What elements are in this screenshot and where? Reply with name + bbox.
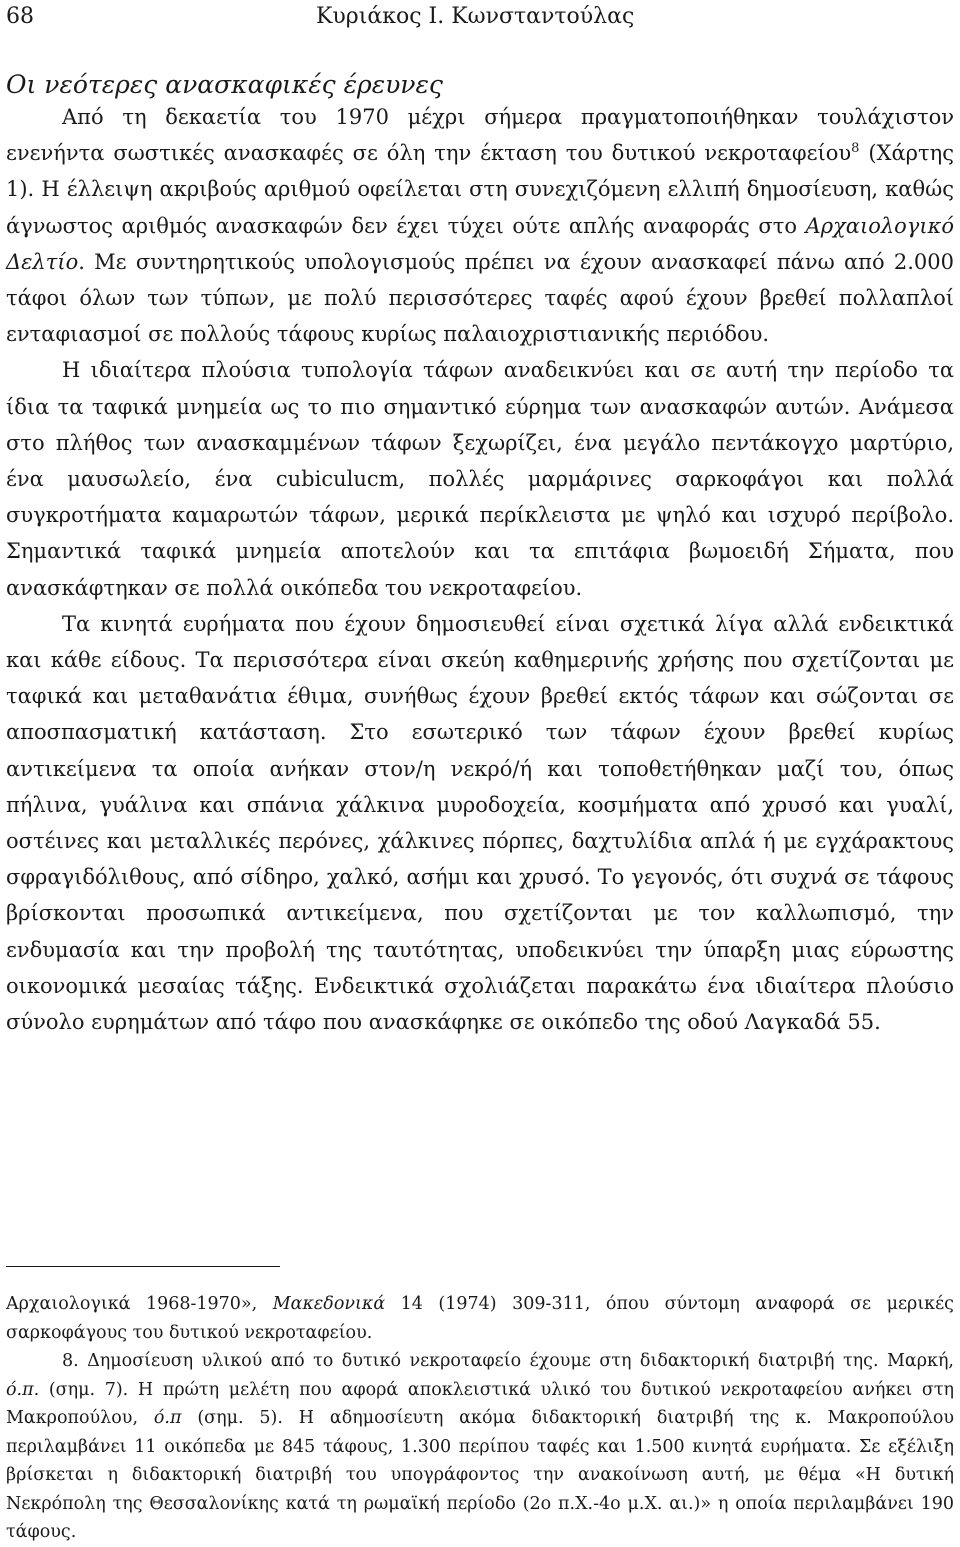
footnote-8: [6, 1347, 954, 1547]
footnote-cont-text-b: 14 (1974) 309-311, όπου σύντομη αναφορά σε μερικές σαρκοφάγους του δυτικού νεκροταφείου.: [6, 1294, 954, 1343]
footnote-ref-8: 8: [851, 141, 860, 157]
footnote-8-text-b: (σημ. 7). Η πρώτη μελέτη που αφορά αποκλειστικά υλικό του δυτικού νεκροταφείου ανήκει στη Μακροπούλου,: [6, 1379, 954, 1428]
paragraph-1-text-a: Από τη δεκαετία του 1970 μέχρι σήμερα πραγματοποιήθηκαν τουλάχιστον ενενήντα σωστικές ανασκαφές σε όλη την έκταση του δυτικού νεκροταφείου: [6, 105, 954, 166]
paragraph-2: Η ιδιαίτερα πλούσια τυπολογία τάφων αναδεικνύει και σε αυτή την περίοδο τα ίδια τα ταφικά μνημεία ως το πιο σημαντικό εύρημα των ανασκαφών αυτών. Ανάμεσα στο πλήθος των ανασκαμμένων τάφων ξεχωρίζει, ένα μεγάλο πεντάκογχο μαρτύριο, ένα μαυσωλείο, ένα cubiculucm, πολλές μαρμάρινες σαρκοφάγοι και πολλά συγκροτήματα καμαρωτών τάφων, μερικά περίκλειστα με ψηλό και ισχυρό περίβολο. Σημαντικά ταφικά μνημεία αποτελούν και τα επιτάφια βωμοειδή Σήματα, που ανασκάφτηκαν σε πολλά οικόπεδα του νεκροταφείου.: [6, 358, 954, 600]
footnote-8-op-cit-1: ό.π.: [6, 1379, 40, 1400]
running-head: Κυριάκος Ι. Κωνσταντούλας: [316, 4, 635, 29]
footnote-8-op-cit-2: ό.π: [153, 1408, 182, 1428]
footnote-8-text-a: 8. Δημοσίευση υλικού από το δυτικό νεκροταφείο έχουμε στη διδακτορική διατριβή της. Μαρκή,: [62, 1351, 954, 1371]
paragraph-1-text-b: (Χάρτης 1). Η έλλειψη ακριβούς αριθμού οφείλεται στη συνεχιζόμενη ελλιπή δημοσίευση, καθώς άγνωστος αριθμός ανασκαφών δεν έχει τύχει ούτε απλής αναφοράς στο: [6, 141, 954, 238]
paragraph-1: [6, 99, 954, 352]
footnote-cont-text-a: Αρχαιολογικά 1968-1970»,: [6, 1294, 273, 1314]
journal-title: Αρχαιολογικό Δελτίο: [6, 213, 954, 274]
paragraph-1-text-c: . Με συντηρητικούς υπολογισμούς πρέπει να έχουν ανασκαφεί πάνω από 2.000 τάφοι όλων των τύπων, με πολύ περισσότερες ταφές αφού έχουν βρεθεί πολλαπλοί ενταφιασμοί σε πολλούς τάφους κυρίως παλαιοχριστιανικής περιόδου.: [6, 249, 954, 347]
paragraph-3: Τα κινητά ευρήματα που έχουν δημοσιευθεί είναι σχετικά λίγα αλλά ενδεικτικά και κάθε είδους. Τα περισσότερα είναι σκεύη καθημερινής χρήσης που σχετίζονται με ταφικά και μεταθανάτια έθιμα, συνήθως έχουν βρεθεί εκτός τάφων και σώζονται σε αποσπασματική κατάσταση. Στο εσωτερικό των τάφων έχουν βρεθεί κυρίως αντικείμενα τα οποία ανήκαν στον/η νεκρό/ή και τοποθετήθηκαν μαζί του, όπως πήλινα, γυάλινα και σπάνια χάλκινα μυροδοχεία, κοσμήματα από χρυσό και γυαλί, οστέινες και μεταλλικές περόνες, χάλκινες πόρπες, δαχτυλίδια απλά ή με εγχάρακτους σφραγιδόλιθους, από σίδηρο, χαλκό, ασήμι και χρυσό. Το γεγονός, ότι συχνά σε τάφους βρίσκονται προσωπικά αντικείμενα, που σχετίζονται με τον καλλωπισμό, την ενδυμασία και την προβολή της ταυτότητας, υποδεικνύει την ύπαρξη μιας εύρωστης οικονομικά μεσαίας τάξης. Ενδεικτικά σχολιάζεται παρακάτω ένα ιδιαίτερα πλούσιο σύνολο ευρημάτων από τάφο που ανασκάφηκε σε οικόπεδο της οδού Λαγκαδά 55.: [6, 611, 954, 1035]
footnote-continuation: [6, 1290, 954, 1347]
page-header: [6, 4, 954, 34]
footnotes: [6, 1290, 954, 1547]
page-number: 68: [6, 4, 34, 29]
section-title: Οι νεότερες ανασκαφικές έρευνες: [6, 70, 443, 99]
footnote-separator: [6, 1266, 280, 1267]
footnote-8-text-c: (σημ. 5). Η αδημοσίευτη ακόμα διδακτορική διατριβή της κ. Μακροπούλου περιλαμβάνει 11 οικόπεδα με 845 τάφους, 1.300 περίπου ταφές και 1.500 κινητά ευρήματα. Σε εξέλιξη βρίσκεται η διδακτορική διατριβή του υπογράφοντος την ανακοίνωση αυτή, με θέμα «Η δυτική Νεκρόπολη της Θεσσαλονίκης κατά τη ρωμαϊκή περίοδο (2ο π.Χ.-4ο μ.Χ. αι.)» η οποία περιλαμβάνει 190 τάφους.: [6, 1408, 954, 1542]
footnote-cont-journal: Μακεδονικά: [272, 1294, 386, 1314]
body-text: [6, 99, 954, 1040]
